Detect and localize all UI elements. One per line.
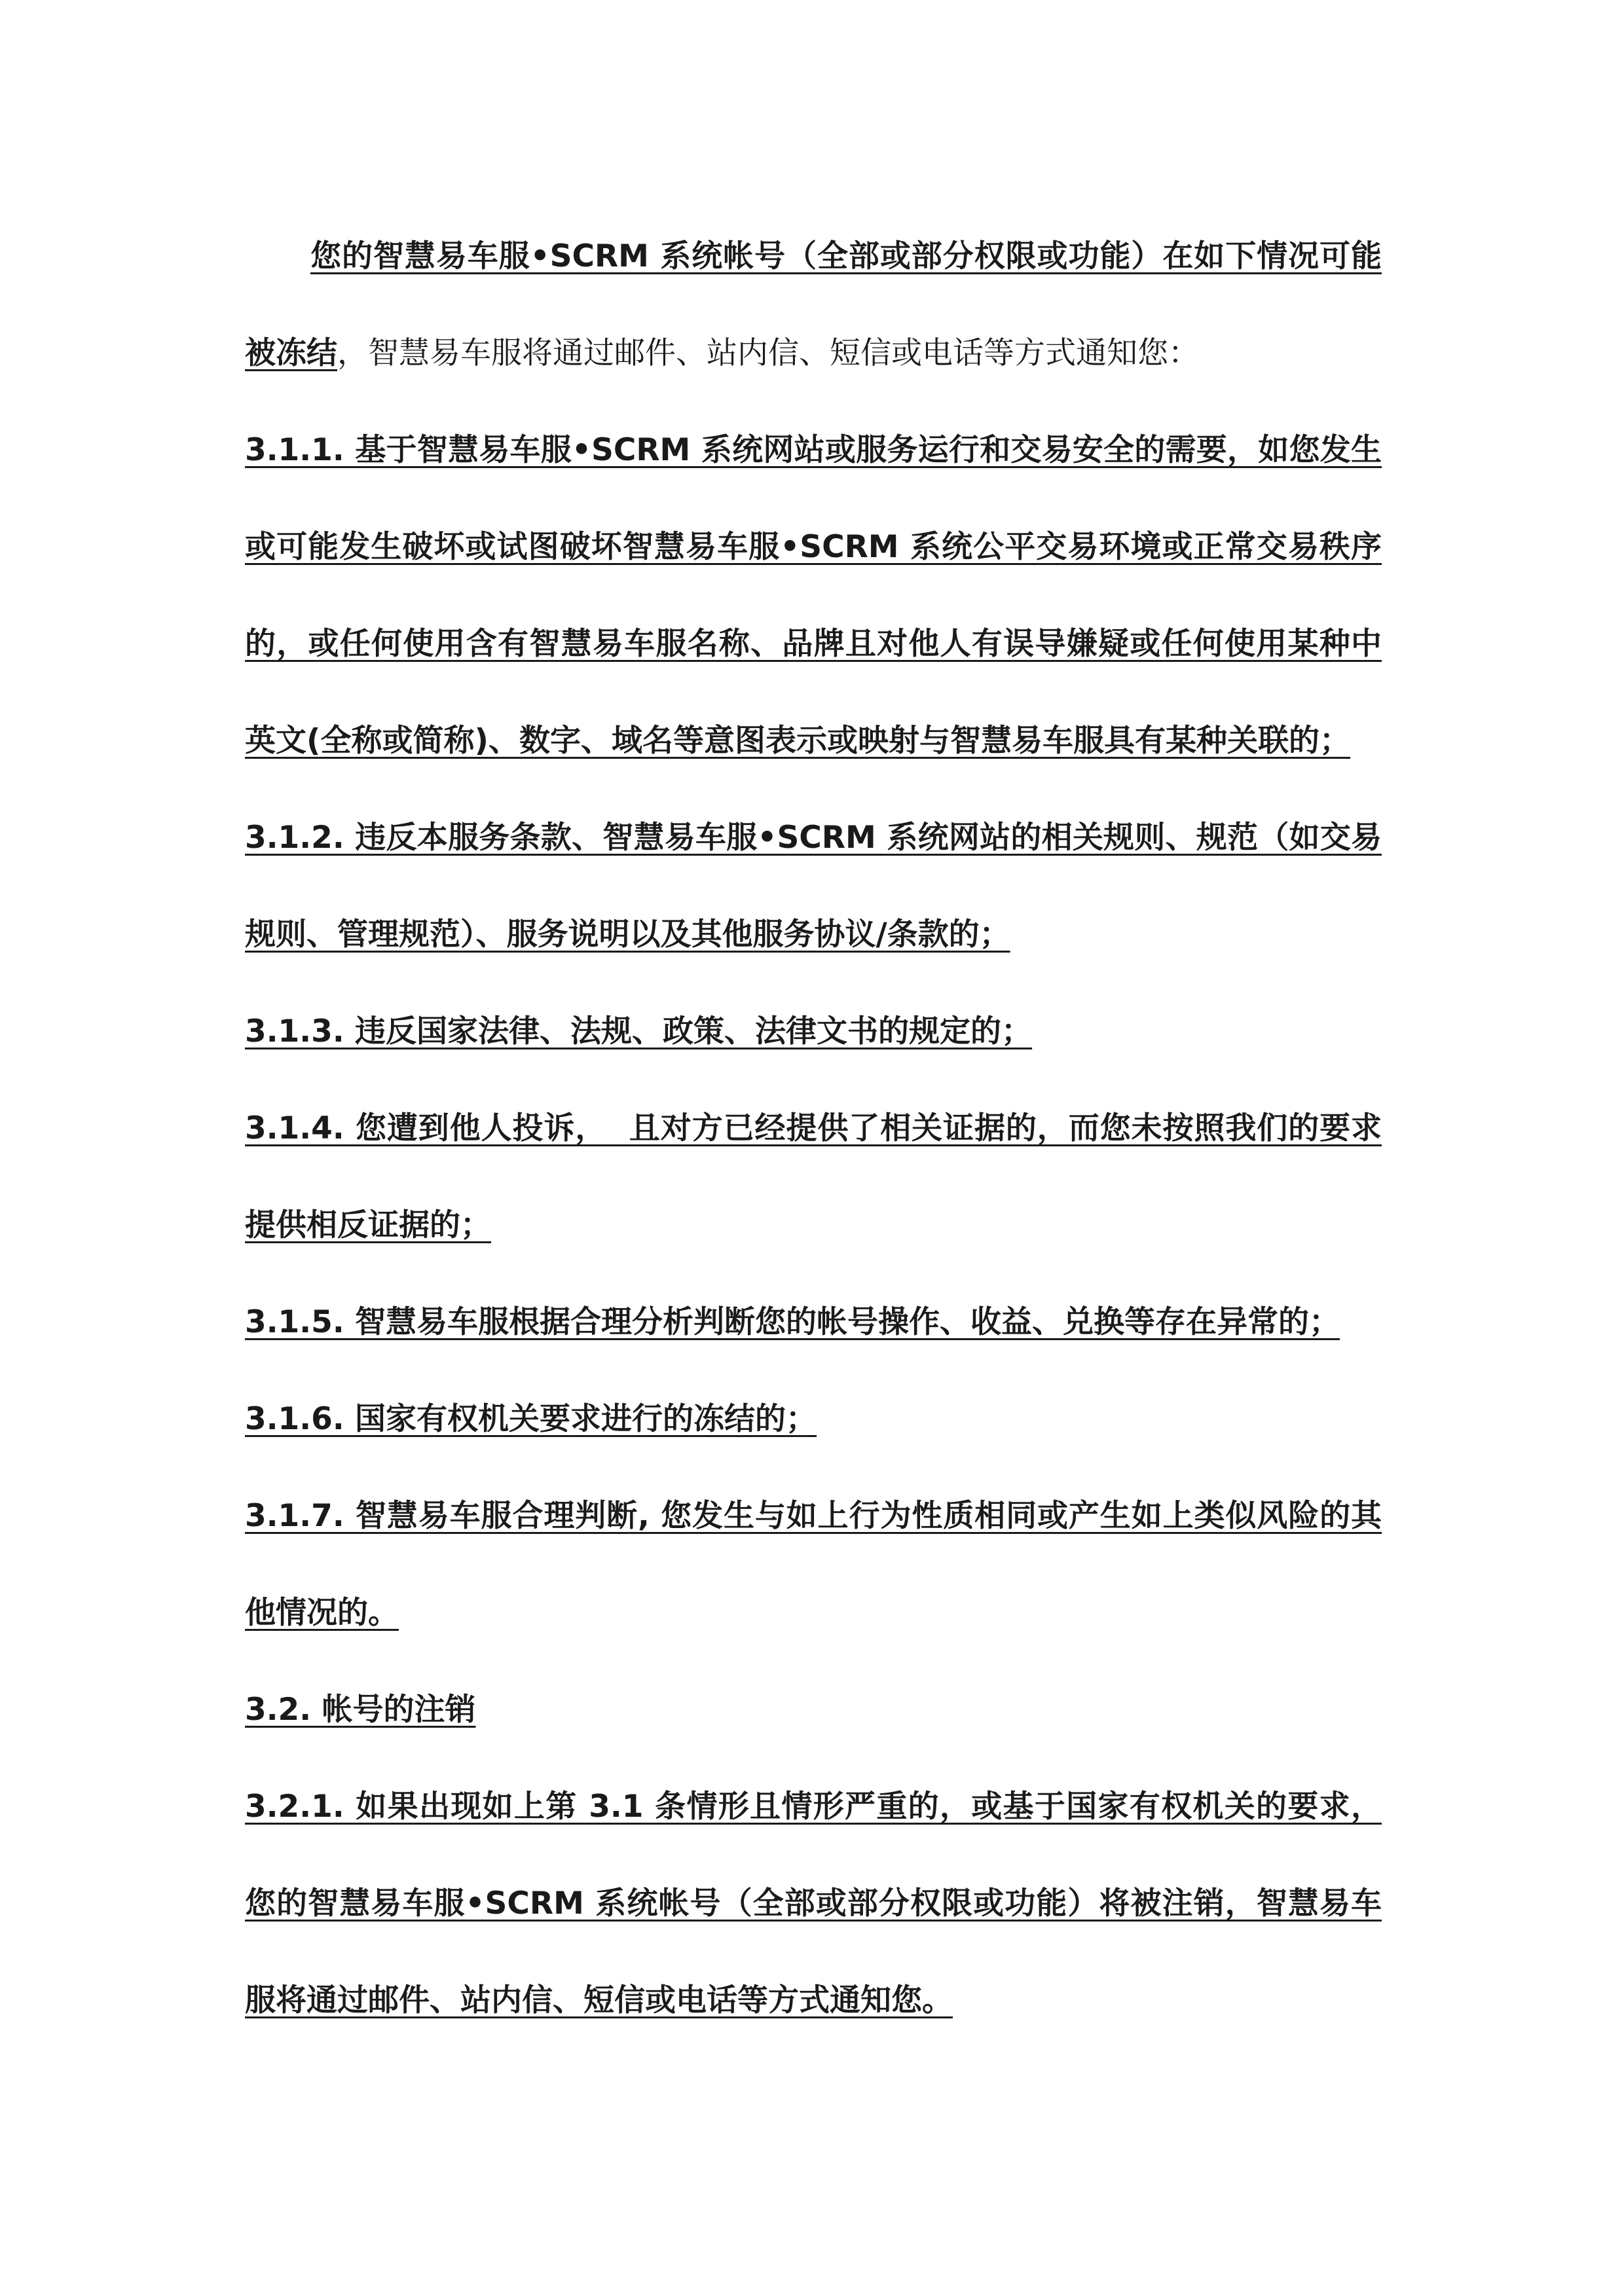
clause-3-1-6: 3.1.6. 国家有权机关要求进行的冻结的； bbox=[245, 1401, 817, 1437]
clause-3-2-1: 3.2.1. 如果出现如上第 3.1 条情形且情形严重的，或基于国家有权机关的要求，您的智慧易车服•SCRM 系统帐号（全部或部分权限或功能）将被注销，智慧易车服将通过邮件、站内信、短信或电话等方式通知您。 bbox=[245, 1789, 1382, 2018]
document-body bbox=[245, 208, 1382, 2049]
clause-3-1-5: 3.1.5. 智慧易车服根据合理分析判断您的帐号操作、收益、兑换等存在异常的； bbox=[245, 1304, 1340, 1340]
clause-3-1-4: 3.1.4. 您遭到他人投诉， 且对方已经提供了相关证据的，而您未按照我们的要求提供相反证据的； bbox=[245, 1110, 1382, 1243]
intro-notice: ，智慧易车服将通过邮件、站内信、短信或电话等方式通知您： bbox=[337, 335, 1199, 371]
clause-3-1-7: 3.1.7. 智慧易车服合理判断, 您发生与如上行为性质相同或产生如上类似风险的其他情况的。 bbox=[245, 1498, 1382, 1631]
clause-3-1-1: 3.1.1. 基于智慧易车服•SCRM 系统网站或服务运行和交易安全的需要，如您发生或可能发生破坏或试图破坏智慧易车服•SCRM 系统公平交易环境或正常交易秩序的，或任何使用含有智慧易车服名称、品牌且对他人有误导嫌疑或任何使用某种中英文(全称或简称)、数字、域名等意图表示或映射与智慧易车服具有某种关联的； bbox=[245, 432, 1382, 759]
intro-paragraph bbox=[245, 208, 1382, 402]
section-3-2-heading: 3.2. 帐号的注销 bbox=[245, 1692, 476, 1728]
intro-emphasis: 您的智慧易车服•SCRM 系统帐号（全部或部分权限或功能）在如下情况可能被冻结 bbox=[245, 238, 1382, 371]
clause-3-1-2: 3.1.2. 违反本服务条款、智慧易车服•SCRM 系统网站的相关规则、规范（如交易规则、管理规范）、服务说明以及其他服务协议/条款的； bbox=[245, 820, 1382, 953]
clause-3-1-3: 3.1.3. 违反国家法律、法规、政策、法律文书的规定的； bbox=[245, 1013, 1033, 1049]
